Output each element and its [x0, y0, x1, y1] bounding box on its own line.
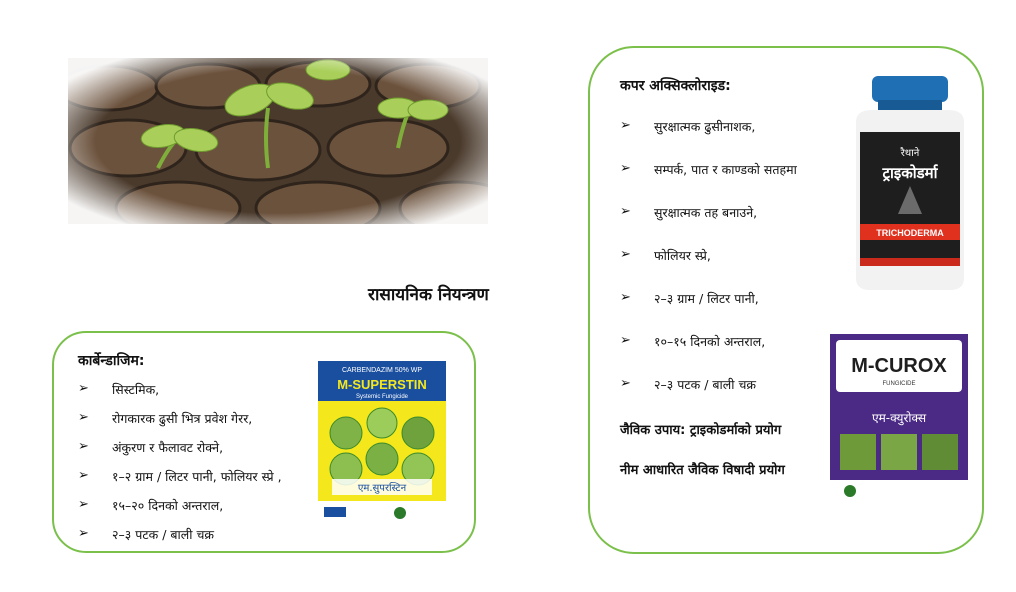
- bio-control-line: जैविक उपाय: ट्राइकोडर्माको प्रयोग: [620, 423, 782, 438]
- list-item: ➢ रोगकारक ढुसी भित्र प्रवेश गेरर,: [78, 410, 253, 426]
- arrow-bullet-icon: ➢: [78, 381, 89, 396]
- pack-brand-name: M-SUPERSTIN: [337, 377, 427, 392]
- list-item: ➢ १–२ ग्राम / लिटर पानी, फोलियर स्प्रे ,: [78, 468, 282, 484]
- list-item: ➢ सम्पर्क, पात र काण्डको सतहमा: [620, 161, 797, 177]
- carbendazim-list: [78, 381, 282, 555]
- copper-oxychloride-title: कपर अक्सिक्लोराइड:: [620, 78, 731, 94]
- list-item: ➢ २–३ पटक / बाली चक्र: [78, 526, 214, 542]
- neem-control-line: नीम आधारित जैविक विषादी प्रयोग: [620, 463, 785, 478]
- trichoderma-product-image: [848, 74, 972, 292]
- mcurox-nepali-name: एम-क्युरोक्स: [871, 411, 927, 425]
- mcurox-product-image: [830, 334, 968, 502]
- list-item: ➢ २–३ पटक / बाली चक्र: [620, 376, 756, 392]
- arrow-bullet-icon: ➢: [620, 290, 631, 305]
- arrow-bullet-icon: ➢: [78, 468, 89, 483]
- list-item: ➢ २–३ ग्राम / लिटर पानी,: [620, 290, 759, 306]
- arrow-bullet-icon: ➢: [620, 118, 631, 133]
- list-item: ➢ १५–२० दिनको अन्तराल,: [78, 497, 224, 513]
- bottle-nepali-name: ट्राइकोडर्मा: [882, 164, 938, 182]
- carbendazim-product-image: [318, 361, 446, 525]
- list-item: ➢ फोलियर स्प्रे,: [620, 247, 711, 263]
- pack-subtitle: Systemic Fungicide: [355, 394, 409, 400]
- carbendazim-title: कार्बेन्डाजिम:: [78, 353, 145, 369]
- list-item: ➢ १०–१५ दिनको अन्तराल,: [620, 333, 766, 349]
- mcurox-subtitle: FUNGICIDE: [882, 381, 916, 387]
- arrow-bullet-icon: ➢: [78, 497, 89, 512]
- section-heading: रासायनिक नियन्त्रण: [368, 285, 489, 305]
- pack-nepali-name: एम.सुपरस्टिन: [357, 483, 407, 494]
- list-item: ➢ सुरक्षात्मक ढुसीनाशक,: [620, 118, 756, 134]
- copper-oxychloride-list: [620, 118, 797, 419]
- arrow-bullet-icon: ➢: [620, 376, 631, 391]
- list-item: ➢ सिस्टमिक,: [78, 381, 160, 397]
- arrow-bullet-icon: ➢: [620, 333, 631, 348]
- arrow-bullet-icon: ➢: [78, 526, 89, 541]
- pack-chem-name: CARBENDAZIM 50% WP: [341, 367, 423, 374]
- arrow-bullet-icon: ➢: [620, 247, 631, 262]
- mcurox-brand: M-CUROX: [851, 355, 947, 377]
- arrow-bullet-icon: ➢: [78, 410, 89, 425]
- arrow-bullet-icon: ➢: [78, 439, 89, 454]
- bottle-nepali-top: रैथाने: [900, 148, 920, 159]
- bottle-name: TRICHODERMA: [876, 228, 944, 238]
- arrow-bullet-icon: ➢: [620, 161, 631, 176]
- list-item: ➢ अंकुरण र फैलावट रोक्ने,: [78, 439, 224, 455]
- list-item: ➢ सुरक्षात्मक तह बनाउने,: [620, 204, 758, 220]
- arrow-bullet-icon: ➢: [620, 204, 631, 219]
- seedling-tray-photo: [68, 58, 488, 224]
